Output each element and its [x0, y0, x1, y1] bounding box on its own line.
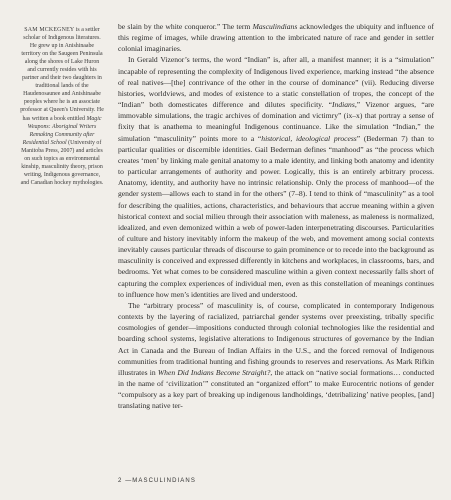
p2-text-b: ,” Vizenor argues, “are immovable simulations, the tragic archives of domination and victimry” (ix–x) that portray a sense of fixity that is anathema to meaningful Indigenous continuance. Like the simulation “Indian,” the simulation “masculinity” points more to a “: [118, 100, 434, 143]
p1-text-b: acknowledges the ubiquity and influence of this regime of images, while drawing attention to the imbricated nature of race and gender in settler colonial imaginaries.: [118, 22, 434, 54]
body-text: [118, 21, 434, 411]
paragraph-1: [118, 21, 434, 54]
bio-book-title: Magic Weapons: Aboriginal Writers Remaking Community after Residential School: [22, 115, 102, 146]
p3-italic-title: When Did Indians Become Straight?: [157, 367, 271, 377]
author-name: SAM MCKEGNEY: [24, 27, 75, 33]
p3-text-b: , the attack on “native social formations… conducted in the name of ‘civilization’” constituted an “organized effort” to make Eurocentric notions of gender “compulsory as a key part of breaking up indigenous landholdings, ‘detribalizing’ native peoples, [and] translating native ter-: [118, 367, 435, 411]
p1-italic-term: Masculindians: [252, 22, 298, 31]
paragraph-3: [118, 300, 434, 412]
bio-text-1: is a settler scholar of Indigenous literatures. He grew up in Anishinaabe territory on the Saugeen Peninsula along the shores of Lake Huron and currently resides with his partner and their two daughters in traditional lands of the Haudenosaunee and Anishinaabe peoples where he is an associate professor at Queen's University. He has written a book entitled: [20, 27, 104, 122]
page-footer: 2 —MASCULINDIANS: [118, 478, 196, 484]
p1-text-a: be slain by the white conqueror.” The term: [118, 22, 253, 31]
p2-text-a: In Gerald Vizenor’s terms, the word “Indian” is, after all, a manifest manner; it is a “simulation” incapable of representing the complexity of Indigenous lived experience, marking instead “the absence of real natives—[the] contrivance of the other in the course of dominance” (vii). Reducing diverse histories, worldviews, and modes of existence to a static constellation of tropes, the concept of the “Indian” both domesticates difference and dilutes specificity. “: [118, 55, 434, 110]
p3-text-a: The “arbitrary process” of masculinity is, of course, complicated in contemporary Indigenous contexts by the layering of racialized, patriarchal gender systems over preexisting, tribally specific cosmologies of gender—impositions conducted through colonial technologies like the residential and boarding school systems, legislative alterations to Indigenous structures of governance by the Indian Act in Canada and the Bureau of Indian Affairs in the U.S., and the forced removal of Indigenous communities from traditional hunting and fishing grounds to reserves and reservations. As Mark Rifkin illustrates in: [118, 300, 434, 377]
p2-text-c: ” (Bederman 7) than to particular qualities or discernible identities. Gail Bederman defines “manhood” as “the process which creates ‘men’ by linking male genital anatomy to a male identity, and linking both anatomy and identity to particular arrangements of authority and power. Logically, this is an entirely arbitrary process. Anatomy, identity, and authority have no intrinsic relationship. Only the process of manhood—of the gender system—allows each to stand in for the others” (7–8). I tend to think of “masculinity” as a tool for describing the qualities, actions, characteristics, and behaviours that accrue meaning within a given historical context and social milieu through their association with maleness, as maleness is normalized, idealized, and even demonized within a web of power-laden interpenetrating discourses. Particularities of culture and history inevitably inform the makeup of the web, and movement among social contexts inevitably causes particular threads of discourse to gain prominence or to recede into the background as masculinity is conceived and expressed differently in kitchens and workplaces, in classrooms, bars, and bedrooms. Yet what comes to be considered masculine within a given context necessarily falls short of capturing the complex experiences of individual men, even as this constellation of meanings continues to influence how men’s identities are lived and understood.: [118, 133, 434, 299]
bio-text-2: (University of Manitoba Press, 2007) and articles on such topics as environmental kinship, masculinity theory, prison writing, Indigenous governance, and Canadian hockey mythologies.: [20, 139, 104, 186]
p2-italic-1: Indians: [332, 100, 355, 110]
paragraph-2: [118, 54, 434, 299]
author-bio: [20, 26, 104, 187]
p2-italic-2: historical, ideological process: [261, 133, 357, 143]
